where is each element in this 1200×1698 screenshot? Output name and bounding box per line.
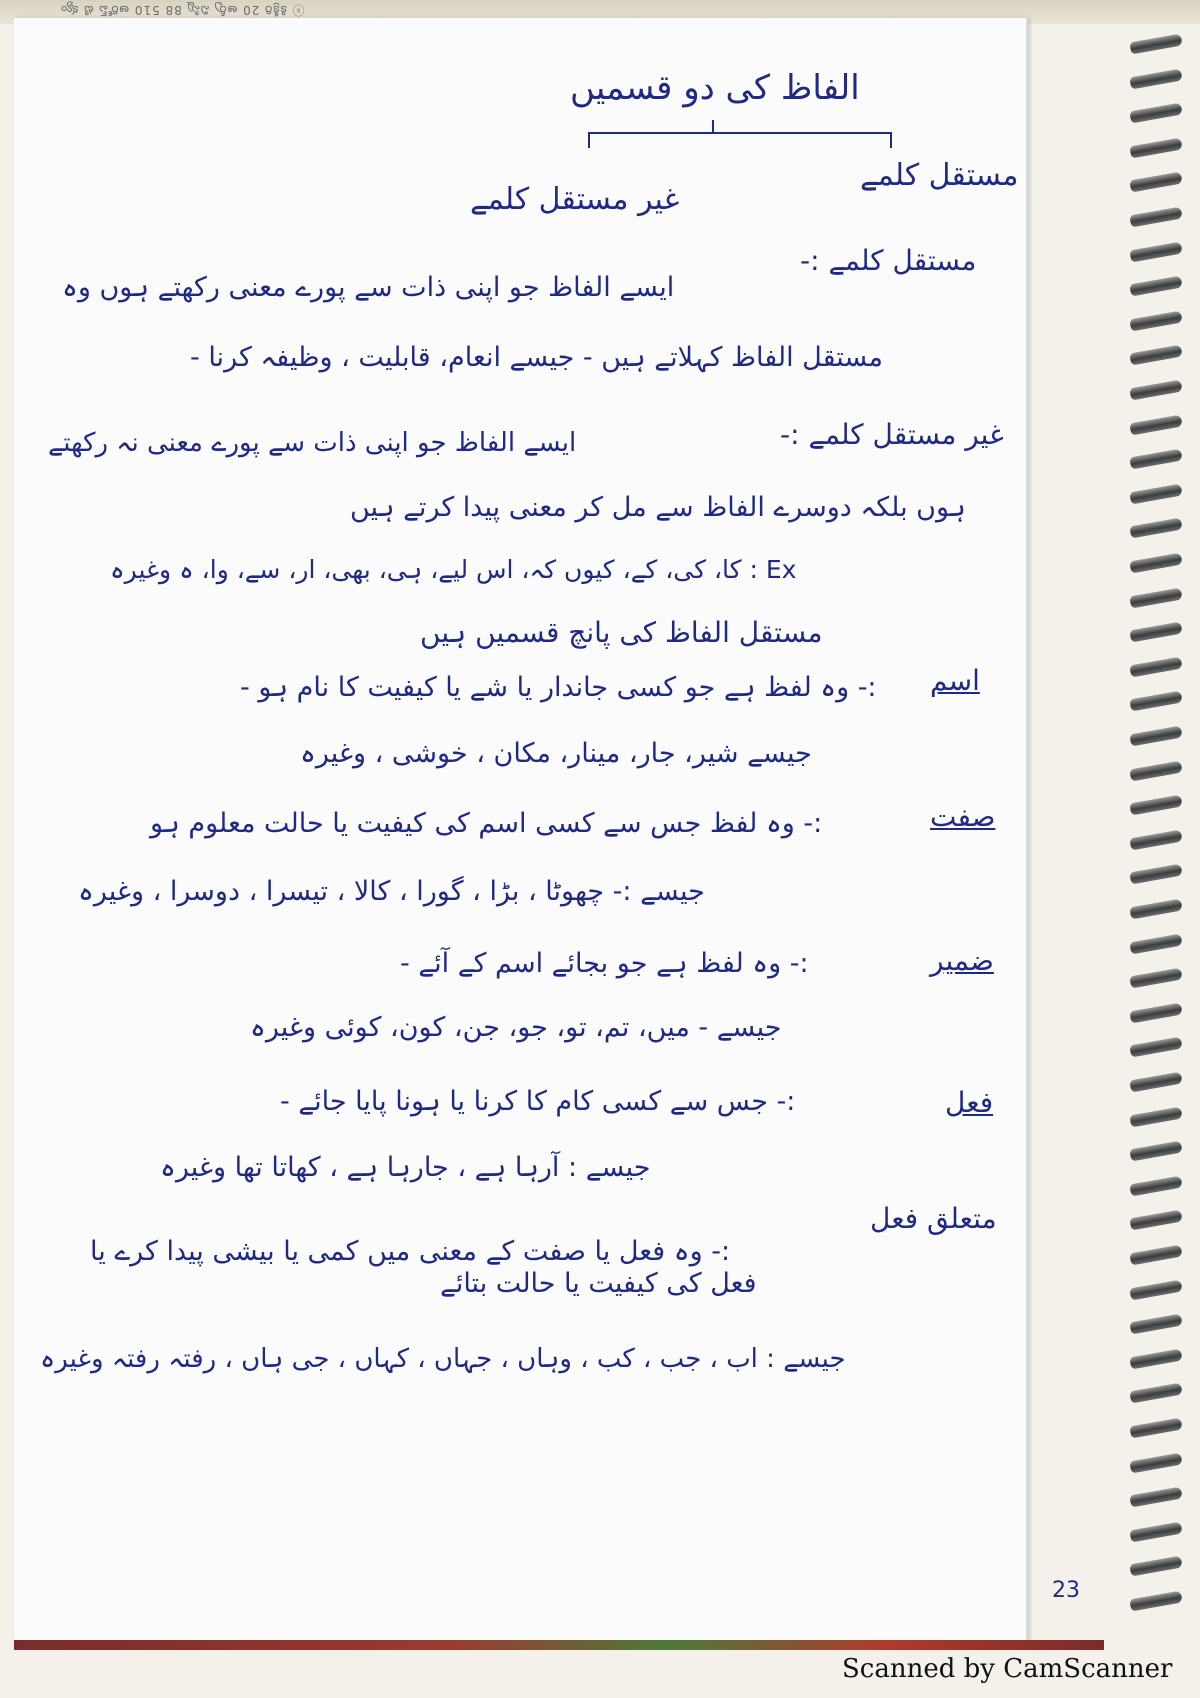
- spiral-ring: [1129, 1556, 1182, 1577]
- spiral-ring: [1129, 172, 1182, 193]
- spiral-ring: [1129, 276, 1182, 297]
- spiral-ring: [1129, 1002, 1182, 1023]
- page-number: 23: [1052, 1578, 1080, 1603]
- spiral-ring: [1129, 1487, 1182, 1508]
- spiral-ring: [1129, 1072, 1182, 1093]
- spiral-ring: [1129, 1521, 1182, 1542]
- spiral-ring: [1129, 587, 1182, 608]
- mutaalliq-feal-line-1: :- وہ فعل یا صفت کے معنی میں کمی یا بیشی پیدا کرے یا: [90, 1236, 731, 1267]
- spiral-ring: [1129, 829, 1182, 850]
- five-types-heading: مستقل الفاظ کی پانچ قسمیں ہیں: [420, 616, 823, 649]
- spiral-ring: [1129, 864, 1182, 885]
- spiral-ring: [1129, 691, 1182, 712]
- ghair-mustaqil-line-2: ہوں بلکہ دوسرے الفاظ سے مل کر معنی پیدا کرتے ہیں: [350, 492, 966, 523]
- spiral-ring: [1129, 1106, 1182, 1127]
- mustaqil-label: مستقل کلمے :-: [800, 244, 977, 277]
- spiral-ring: [1129, 310, 1182, 331]
- spiral-ring: [1129, 795, 1182, 816]
- bracket-right-leg: [890, 132, 892, 148]
- spiral-ring: [1129, 933, 1182, 954]
- camscanner-watermark: Scanned by CamScanner: [842, 1654, 1173, 1684]
- spiral-ring: [1129, 1245, 1182, 1266]
- spiral-ring: [1129, 34, 1182, 55]
- spiral-ring: [1129, 1383, 1182, 1404]
- bracket-center-tick: [712, 120, 714, 134]
- mustaqil-line-1: ایسے الفاظ جو اپنی ذات سے پورے معنی رکھتے ہوں وہ: [62, 272, 675, 303]
- spiral-ring: [1129, 414, 1182, 435]
- spiral-ring: [1129, 1591, 1182, 1612]
- spiral-ring: [1129, 103, 1182, 124]
- zameer-label: ضمیر: [930, 944, 994, 977]
- spiral-ring: [1129, 483, 1182, 504]
- ism-line-1: :- وہ لفظ ہے جو کسی جاندار یا شے یا کیفیت کا نام ہو -: [240, 672, 877, 703]
- sifat-line-2: جیسے :- چھوٹا ، بڑا ، گورا ، کالا ، تیسرا ، دوسرا ، وغیرہ: [78, 876, 705, 907]
- spiral-ring: [1129, 1279, 1182, 1300]
- spiral-ring: [1129, 1452, 1182, 1473]
- header-strip-text: ⓢ కిక్రీరి 20 ఆర్చీ నిస్ని 88 510 ఆరోప్ టి క్యం: [60, 3, 305, 17]
- ghair-mustaqil-label: غیر مستقل کلمے :-: [780, 418, 1004, 451]
- spiral-ring: [1129, 1175, 1182, 1196]
- spiral-binding: [1130, 20, 1190, 1640]
- spiral-ring: [1129, 1348, 1182, 1369]
- mutaalliq-feal-line-2: فعل کی کیفیت یا حالت بتائے: [440, 1268, 757, 1299]
- spiral-ring: [1129, 68, 1182, 89]
- zameer-line-1: :- وہ لفظ ہے جو بجائے اسم کے آئے -: [400, 948, 809, 979]
- branch-ghair-mustaqil: غیر مستقل کلمے: [470, 182, 680, 217]
- sifat-label: صفت: [930, 800, 996, 833]
- spiral-ring: [1129, 622, 1182, 643]
- spiral-ring: [1129, 1141, 1182, 1162]
- ghair-mustaqil-line-1: ایسے الفاظ جو اپنی ذات سے پورے معنی نہ رکھتے: [48, 428, 577, 458]
- feal-line-1: :- جس سے کسی کام کا کرنا یا ہونا پایا جائے -: [280, 1086, 796, 1117]
- bottom-edge-strip: [14, 1640, 1104, 1650]
- spiral-ring: [1129, 380, 1182, 401]
- feal-line-2: جیسے : آرہا ہے ، جارہا ہے ، کھاتا تھا وغیرہ: [160, 1152, 651, 1183]
- spiral-ring: [1129, 207, 1182, 228]
- spiral-ring: [1129, 449, 1182, 470]
- sifat-line-1: :- وہ لفظ جس سے کسی اسم کی کیفیت یا حالت معلوم ہو: [150, 808, 823, 839]
- spiral-ring: [1129, 1314, 1182, 1335]
- bracket-horizontal: [588, 132, 892, 134]
- spiral-ring: [1129, 968, 1182, 989]
- mutaalliq-feal-line-3: جیسے : اب ، جب ، کب ، وہاں ، جہاں ، کہاں ، جی ہاں ، رفتہ رفتہ وغیرہ: [40, 1344, 846, 1374]
- spiral-ring: [1129, 553, 1182, 574]
- spiral-ring: [1129, 345, 1182, 366]
- spiral-ring: [1129, 1418, 1182, 1439]
- spiral-ring: [1129, 518, 1182, 539]
- branch-mustaqil: مستقل کلمے: [860, 158, 1019, 193]
- spiral-ring: [1129, 241, 1182, 262]
- spiral-ring: [1129, 726, 1182, 747]
- zameer-line-2: جیسے - میں، تم، تو، جو، جن، کون، کوئی وغیرہ: [250, 1012, 782, 1043]
- bracket-left-leg: [588, 132, 590, 148]
- ism-label: اسم: [930, 664, 980, 697]
- mutaalliq-feal-label: متعلق فعل: [870, 1202, 997, 1235]
- page-title: الفاظ کی دو قسمیں: [570, 68, 860, 108]
- mustaqil-line-2: مستقل الفاظ کہلاتے ہیں - جیسے انعام، قابلیت ، وظیفہ کرنا -: [190, 342, 883, 373]
- spiral-ring: [1129, 760, 1182, 781]
- spiral-ring: [1129, 137, 1182, 158]
- spiral-ring: [1129, 656, 1182, 677]
- spiral-ring: [1129, 899, 1182, 920]
- ghair-mustaqil-example: Ex : کا، کی، کے، کیوں کہ، اس لیے، ہی، بھی، ار، سے، وا، ہ وغیرہ: [110, 555, 797, 584]
- feal-label: فعل: [945, 1086, 994, 1119]
- ism-line-2: جیسے شیر، جار، مینار، مکان ، خوشی ، وغیرہ: [300, 738, 812, 769]
- spiral-ring: [1129, 1210, 1182, 1231]
- spiral-ring: [1129, 1037, 1182, 1058]
